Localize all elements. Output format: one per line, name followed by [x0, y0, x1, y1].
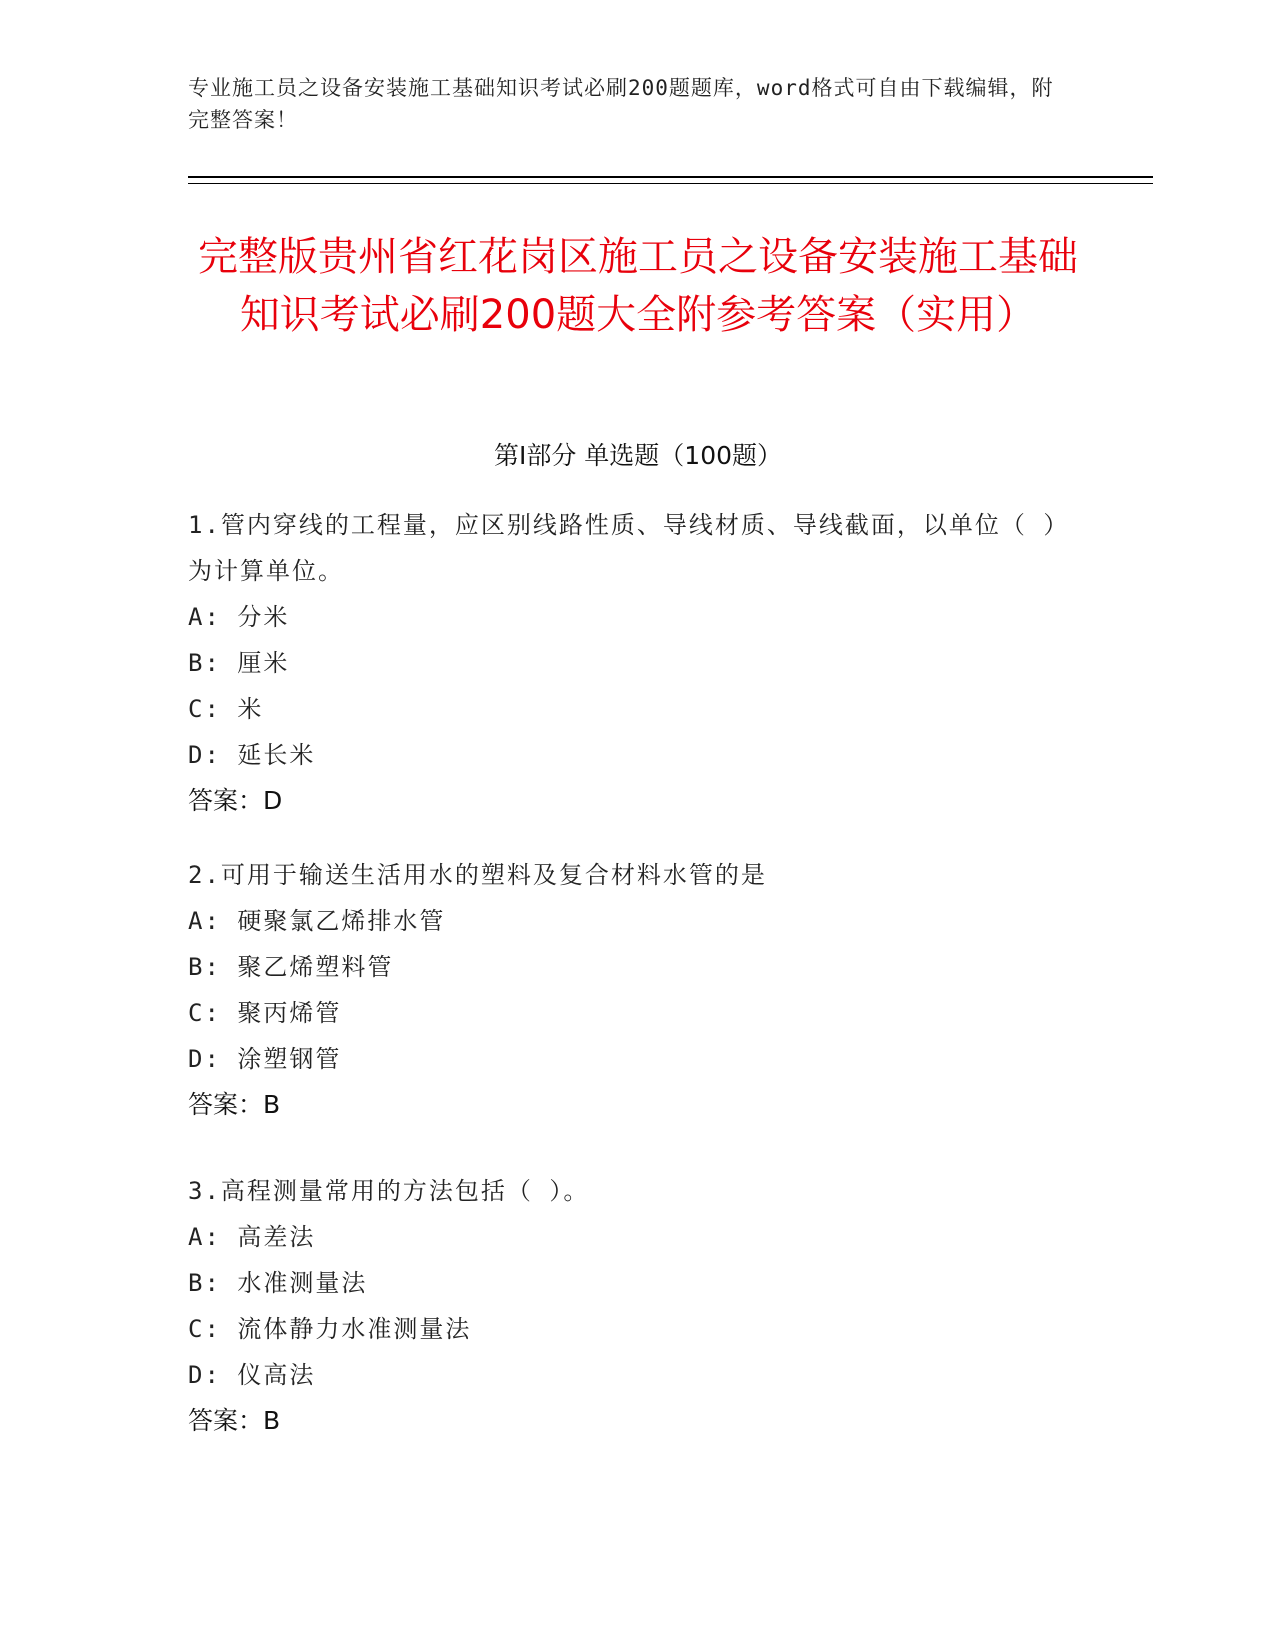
- question-3: [188, 1168, 1078, 1444]
- option-b: B: 厘米: [188, 649, 290, 677]
- question-stem: 1.管内穿线的工程量，应区别线路性质、导线材质、导线截面，以单位（ ）为计算单位。: [188, 511, 1070, 585]
- option-a: A: 高差法: [188, 1223, 316, 1251]
- option-d: D: 仪高法: [188, 1361, 316, 1389]
- header-note: 专业施工员之设备安装施工基础知识考试必刷200题题库，word格式可自由下载编辑，附完整答案！: [188, 76, 1054, 132]
- question-stem: 3.高程测量常用的方法包括（ ）。: [188, 1177, 590, 1205]
- document-title: 完整版贵州省红花岗区施工员之设备安装施工基础知识考试必刷200题大全附参考答案（实用）: [198, 234, 1078, 338]
- option-b: B: 水准测量法: [188, 1269, 368, 1297]
- header-divider-thick: [188, 176, 1153, 178]
- answer: 答案：B: [188, 1090, 281, 1119]
- option-a: A: 分米: [188, 603, 290, 631]
- question-stem: 2.可用于输送生活用水的塑料及复合材料水管的是: [188, 861, 767, 889]
- section-heading: 第Ⅰ部分 单选题（100题）: [493, 441, 783, 470]
- option-c: C: 流体静力水准测量法: [188, 1315, 472, 1343]
- question-1: [188, 502, 1078, 824]
- answer: 答案：B: [188, 1406, 281, 1435]
- option-a: A: 硬聚氯乙烯排水管: [188, 907, 446, 935]
- option-d: D: 涂塑钢管: [188, 1045, 342, 1073]
- option-c: C: 聚丙烯管: [188, 999, 342, 1027]
- question-2: [188, 852, 1078, 1128]
- header-divider-thin: [188, 183, 1153, 184]
- option-d: D: 延长米: [188, 741, 316, 769]
- option-b: B: 聚乙烯塑料管: [188, 953, 394, 981]
- option-c: C: 米: [188, 695, 264, 723]
- answer: 答案：D: [188, 786, 283, 815]
